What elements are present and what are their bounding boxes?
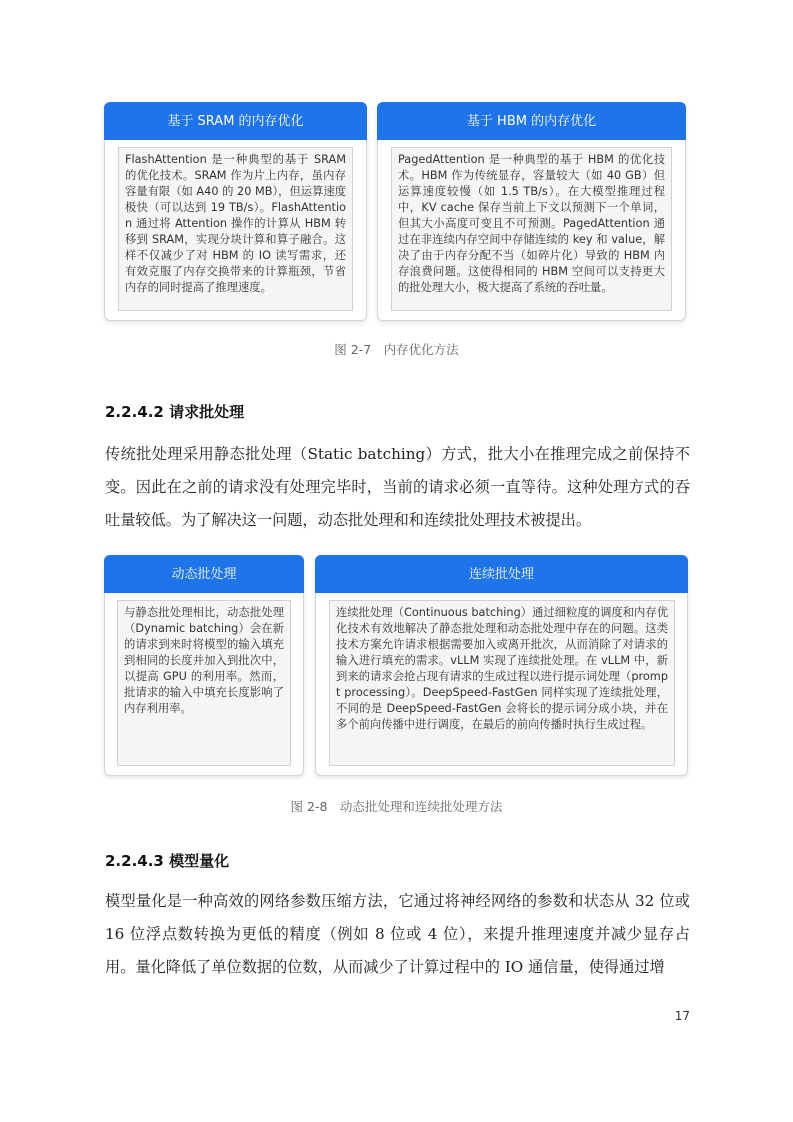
dynamic-card-title: 动态批处理	[104, 555, 304, 593]
sram-card-title: 基于 SRAM 的内存优化	[104, 102, 367, 140]
dynamic-card-text: 与静态批处理相比，动态批处理（Dynamic batching）会在新的请求到来时将模型的输入填充到相同的长度并加入到批次中，以提高 GPU 的利用率。然而，批请求的输入中填充长度影响了内存利用率。	[117, 600, 291, 766]
figure-2-7-caption: 图 2-7 内存优化方法	[334, 342, 459, 357]
continuous-card-text: 连续批处理（Continuous batching）通过细粒度的调度和内存优化技术有效地解决了静态批处理和动态批处理中存在的问题。这类技术方案允许请求根据需要加入或离开批次，从而消除了对请求的输入进行填充的需求。vLLM 实现了连续批处理。在 vLLM 中，新到来的请求会抢占现有请求的生成过程以进行提示词处理（prompt processing）。DeepSpeed-FastGen 同样实现了连续批处理，不同的是 DeepSpeed-FastGen 会将长的提示词分成小块，并在多个前向传播中进行调度，在最后的前向传播时执行生成过程。	[329, 600, 675, 766]
section-heading-model-quantization: 2.2.4.3 模型量化	[105, 852, 230, 870]
section-heading-request-batching: 2.2.4.2 请求批处理	[105, 403, 245, 421]
sram-optimization-card	[104, 102, 367, 321]
continuous-card-title: 连续批处理	[315, 555, 688, 593]
dynamic-batching-card	[104, 555, 304, 776]
sram-card-text: FlashAttention 是一种典型的基于 SRAM 的优化技术。SRAM 作为片上内存，虽内存容量有限（如 A40 的 20 MB），但运算速度极快（可以达到 19 TB/s）。FlashAttention 通过将 Attention 操作的计算从 HBM 转移到 SRAM，实现分块计算和算子融合。这样不仅减少了对 HBM 的 IO 读写需求，还有效克服了内存交换带来的计算瓶颈，节省内存的同时提高了推理速度。	[118, 147, 353, 311]
quantization-paragraph: 模型量化是一种高效的网络参数压缩方法，它通过将神经网络的参数和状态从 32 位或 16 位浮点数转换为更低的精度（例如 8 位或 4 位），来提升推理速度并减少显存占用。量化降低了单位数据的位数，从而减少了计算过程中的 IO 通信量，使得通过增	[105, 892, 690, 976]
batching-paragraph: 传统批处理采用静态批处理（Static batching）方式，批大小在推理完成之前保持不变。因此在之前的请求没有处理完毕时，当前的请求必须一直等待。这种处理方式的吞吐量较低。为了解决这一问题，动态批处理和和连续批处理技术被提出。	[105, 445, 690, 529]
hbm-optimization-card	[377, 102, 686, 321]
hbm-card-title: 基于 HBM 的内存优化	[377, 102, 686, 140]
page-number: 17	[674, 1009, 690, 1023]
hbm-card-text: PagedAttention 是一种典型的基于 HBM 的优化技术。HBM 作为传统显存，容量较大（如 40 GB）但运算速度较慢（如 1.5 TB/s）。在大模型推理过程中，KV cache 保存当前上下文以预测下一个单词，但其大小高度可变且不可预测。PagedAttention 通过在非连续内存空间中存储连续的 key 和 value，解决了由于内存分配不当（如碎片化）导致的 HBM 内存浪费问题。这使得相同的 HBM 空间可以支持更大的批处理大小，极大提高了系统的吞吐量。	[391, 147, 672, 311]
figure-2-8-caption: 图 2-8 动态批处理和连续批处理方法	[290, 799, 503, 814]
continuous-batching-card	[315, 555, 688, 776]
